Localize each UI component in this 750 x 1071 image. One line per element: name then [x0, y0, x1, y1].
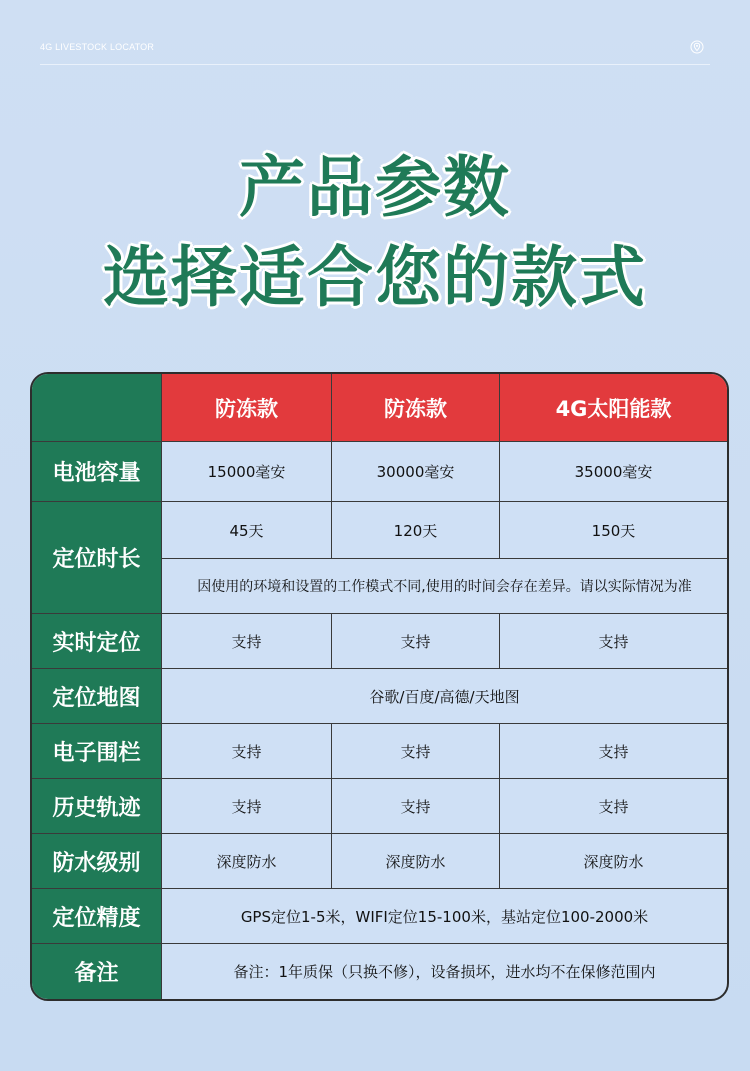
table-cell: 深度防水	[332, 834, 500, 889]
table-cell: 支持	[332, 779, 500, 834]
row-label-fence: 电子围栏	[32, 724, 162, 779]
table-cell: 支持	[500, 724, 727, 779]
row-label-track: 历史轨迹	[32, 779, 162, 834]
table-cell: GPS定位1-5米，WIFI定位15-100米，基站定位100-2000米	[162, 889, 727, 944]
table-cell: 150天	[500, 502, 727, 559]
table-cell: 支持	[162, 724, 332, 779]
row-label-duration: 定位时长	[32, 502, 162, 614]
location-pin-icon	[690, 40, 704, 54]
table-cell: 120天	[332, 502, 500, 559]
table-cell: 谷歌/百度/高德/天地图	[162, 669, 727, 724]
column-header: 防冻款	[332, 374, 500, 442]
table-corner	[32, 374, 162, 442]
table-cell: 支持	[332, 724, 500, 779]
table-cell: 备注：1年质保（只换不修），设备损坏，进水均不在保修范围内	[233, 963, 656, 981]
table-cell: 深度防水	[162, 834, 332, 889]
row-label-battery: 电池容量	[32, 442, 162, 502]
title-line-2: 选择适合您的款式	[103, 239, 647, 316]
spec-table	[30, 372, 729, 1001]
table-cell: 35000毫安	[500, 442, 727, 502]
table-cell: 支持	[162, 779, 332, 834]
column-header: 防冻款	[162, 374, 332, 442]
title-line-1: 产品参数	[239, 149, 511, 226]
duration-note: 因使用的环境和设置的工作模式不同,使用的时间会存在差异。请以实际情况为准	[162, 559, 727, 614]
top-divider	[40, 64, 710, 65]
table-cell: 支持	[162, 614, 332, 669]
column-header: 4G太阳能款	[500, 374, 727, 442]
top-bar	[0, 0, 750, 66]
table-cell: 45天	[162, 502, 332, 559]
table-cell: 支持	[500, 779, 727, 834]
row-label-map: 定位地图	[32, 669, 162, 724]
row-label-realtime: 实时定位	[32, 614, 162, 669]
table-cell: 支持	[332, 614, 500, 669]
table-cell: 深度防水	[500, 834, 727, 889]
row-label-accuracy: 定位精度	[32, 889, 162, 944]
row-label-waterproof: 防水级别	[32, 834, 162, 889]
table-cell: 30000毫安	[332, 442, 500, 502]
table-cell: 支持	[500, 614, 727, 669]
brand-text: 4G LIVESTOCK LOCATOR	[40, 42, 155, 52]
row-label-remark: 备注	[32, 944, 162, 999]
table-cell: 15000毫安	[162, 442, 332, 502]
